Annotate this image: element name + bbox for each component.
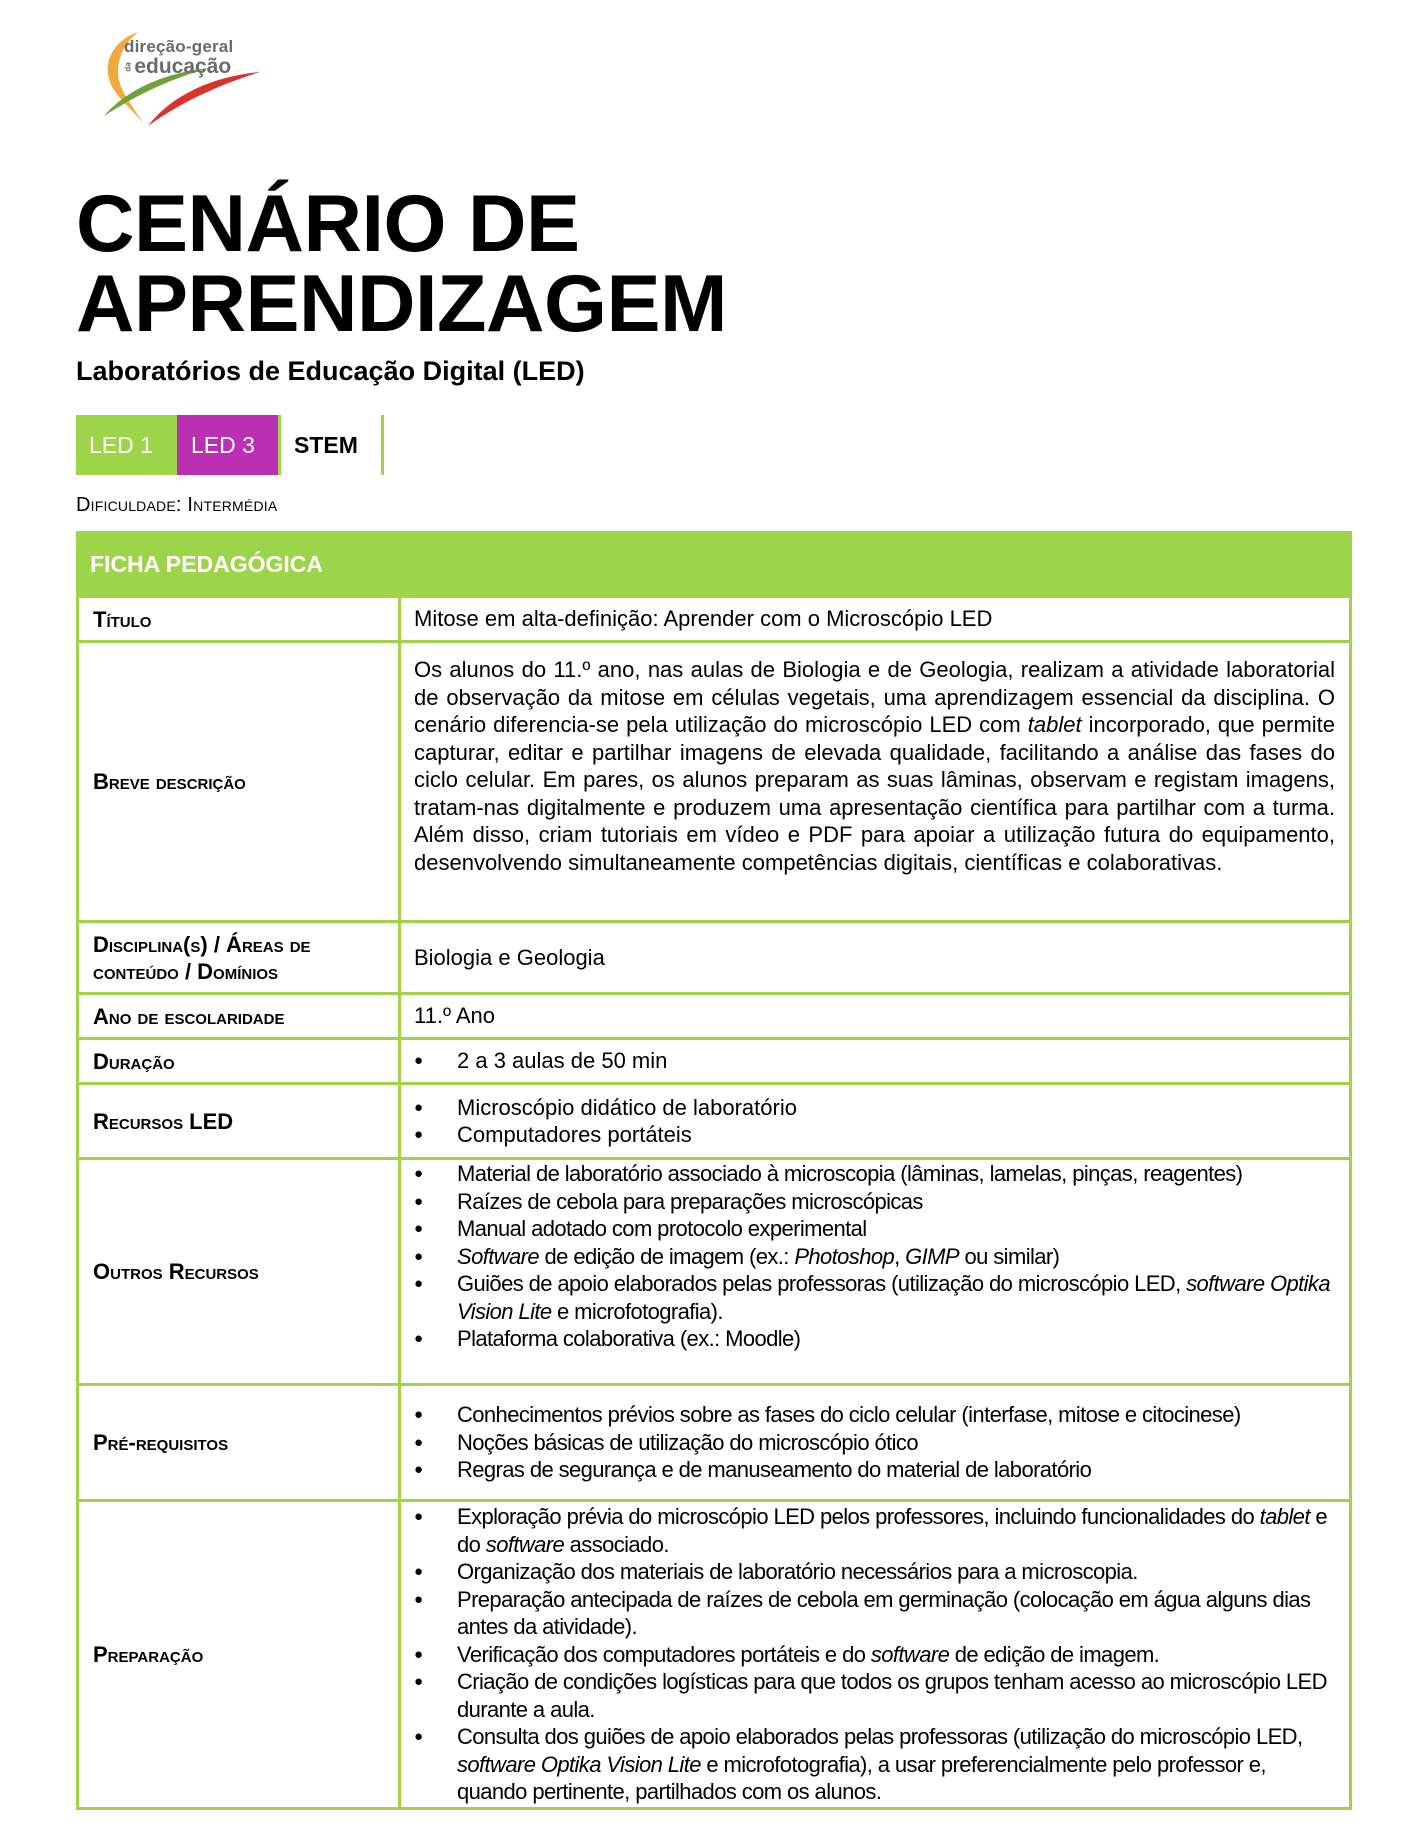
list-item [414, 1243, 1335, 1271]
text: Exploração prévia do microscópio LED pelos professores, incluindo funcionalidades do [457, 1504, 1260, 1530]
text: ou similar) [958, 1243, 1060, 1269]
text: de edição de imagem. [949, 1641, 1160, 1667]
row-value [401, 923, 1349, 992]
bullet-list [414, 1503, 1335, 1806]
list-item: ● Plataforma colaborativa (ex.: Moodle) [414, 1325, 1335, 1353]
text: Verificação dos computadores portáteis e do [457, 1641, 871, 1667]
text: e do [457, 1504, 1327, 1557]
tag-stem: STEM [278, 415, 384, 475]
title-line1: CENÁRIO DE [76, 179, 580, 269]
row-value [401, 598, 1349, 640]
tag-led1: LED 1 [76, 415, 177, 475]
row-value [401, 1160, 1349, 1383]
list-item: ● Raízes de cebola para preparações microscópicas [414, 1188, 1335, 1216]
row-label: Duração [79, 1040, 401, 1082]
row-label: Preparação [79, 1502, 401, 1807]
row-preparacao [79, 1499, 1349, 1807]
italic-text: software [870, 1641, 950, 1667]
sheet-header: FICHA PEDAGÓGICA [76, 531, 1352, 598]
row-prerequisitos [79, 1383, 1349, 1499]
desc-text: incorporado, que permite capturar, editar e partilhar imagens de elevada qualidade, facilitando a análise das fases do ciclo celular. Em pares, os alunos preparam as suas lâminas, observam e registam imagens, tratam-nas digitalmente e produzem uma apresentação científica para partilhar com a turma. Além disso, criam tutoriais em vídeo e PDF para apoiar a utilização futura do equipamento, desenvolvendo simultaneamente competências digitais, científicas e colaborativas. [414, 712, 1336, 875]
ano-value: 11.º Ano [414, 1003, 496, 1029]
bullet-list [414, 1160, 1335, 1353]
text: Consulta dos guiões de apoio elaborados pelas professoras (utilização do microscópio LED, [457, 1724, 1303, 1750]
row-disciplinas [79, 920, 1349, 992]
list-item: ● Conhecimentos prévios sobre as fases do ciclo celular (interfase, mitose e citocinese) [414, 1401, 1335, 1429]
row-label: Breve descrição [79, 643, 401, 920]
bullet-list [414, 1401, 1335, 1484]
row-titulo [79, 598, 1349, 640]
italic-text: software [485, 1531, 565, 1557]
list-item: ● Preparação antecipada de raízes de cebola em germinação (colocação em água alguns dias antes da atividade). [414, 1586, 1335, 1641]
tag-row [76, 415, 384, 475]
list-item [414, 1723, 1335, 1806]
tag-led3: LED 3 [177, 415, 278, 475]
logo-text [124, 38, 233, 77]
row-label [79, 923, 401, 992]
logo-line1: direção-geral [124, 37, 234, 56]
text: , [894, 1243, 906, 1269]
text: Guiões de apoio elaborados pelas professoras (utilização do microscópio LED, [457, 1271, 1187, 1296]
desc-text: Os alunos do 11.º ano, nas aulas de Biologia e de Geologia, realizam a atividade laboratorial de observação da mitose em células vegetais, uma aprendizagem essencial da disciplina. O cenário diferencia-se pela utilização do microscópio LED com [414, 657, 1335, 737]
italic-text: tablet [1259, 1504, 1310, 1530]
row-value [401, 1040, 1349, 1082]
list-item: ● Microscópio didático de laboratório [414, 1094, 1335, 1122]
row-label: Ano de escolaridade [79, 995, 401, 1037]
list-item [414, 1270, 1335, 1325]
row-duracao [79, 1037, 1349, 1082]
disciplinas-value: Biologia e Geologia [414, 944, 605, 970]
list-item: ● Organização dos materiais de laboratório necessários para a microscopia. [414, 1558, 1335, 1586]
page-subtitle: Laboratórios de Educação Digital (LED) [76, 356, 585, 386]
row-label: Recursos LED [79, 1085, 401, 1157]
bullet-list [414, 1094, 1335, 1149]
titulo-value: Mitose em alta-definição: Aprender com o Microscópio LED [414, 606, 993, 632]
row-label: Título [79, 598, 401, 640]
italic-text: software Optika Vision Lite [457, 1271, 1330, 1324]
italic-text: software Optika Vision Lite [457, 1751, 701, 1777]
difficulty-label: Dificuldade: Intermédia [76, 494, 278, 516]
label-line: Disciplina(s) / Áreas de [93, 931, 311, 957]
text: e microfotografia), a usar preferencialmente pelo professor e, quando pertinente, partilhados com os alunos. [457, 1751, 1266, 1805]
list-item: ● Computadores portáteis [414, 1121, 1335, 1149]
row-value [401, 643, 1349, 920]
list-item: ● Regras de segurança e de manuseamento do material de laboratório [414, 1456, 1335, 1484]
row-value [401, 1502, 1349, 1807]
label-line: conteúdo / Domínios [93, 958, 279, 984]
title-line2: APRENDIZAGEM [76, 259, 728, 349]
row-value [401, 1085, 1349, 1157]
list-item: ● Material de laboratório associado à microscopia (lâminas, lamelas, pinças, reagentes) [414, 1160, 1335, 1188]
list-item: ● 2 a 3 aulas de 50 min [414, 1047, 1335, 1075]
page-title [76, 179, 728, 349]
italic-text: Software [457, 1243, 540, 1269]
list-item: ● Manual adotado com protocolo experimental [414, 1215, 1335, 1243]
list-item [414, 1503, 1335, 1558]
row-recursos-led [79, 1082, 1349, 1157]
row-descricao [79, 640, 1349, 920]
row-label: Outros Recursos [79, 1160, 401, 1383]
italic-text: GIMP [905, 1243, 959, 1269]
row-label: Pré-requisitos [79, 1386, 401, 1499]
row-outros-recursos [79, 1157, 1349, 1383]
list-item: ● Criação de condições logísticas para que todos os grupos tenham acesso ao microscópio LED durante a aula. [414, 1668, 1335, 1723]
logo-small: da [123, 62, 133, 73]
row-value [401, 1386, 1349, 1499]
list-item [414, 1641, 1335, 1669]
text: associado. [564, 1531, 669, 1557]
row-ano [79, 992, 1349, 1037]
text: e microfotografia). [551, 1298, 723, 1324]
desc-italic: tablet [1027, 712, 1082, 737]
pedagogical-sheet [76, 531, 1352, 1810]
bullet-list [414, 1047, 1335, 1075]
list-item: ● Noções básicas de utilização do microscópio ótico [414, 1429, 1335, 1457]
text: de edição de imagem (ex.: [539, 1243, 795, 1269]
row-value [401, 995, 1349, 1037]
logo-line2: educação [134, 55, 232, 78]
italic-text: Photoshop [794, 1243, 895, 1269]
